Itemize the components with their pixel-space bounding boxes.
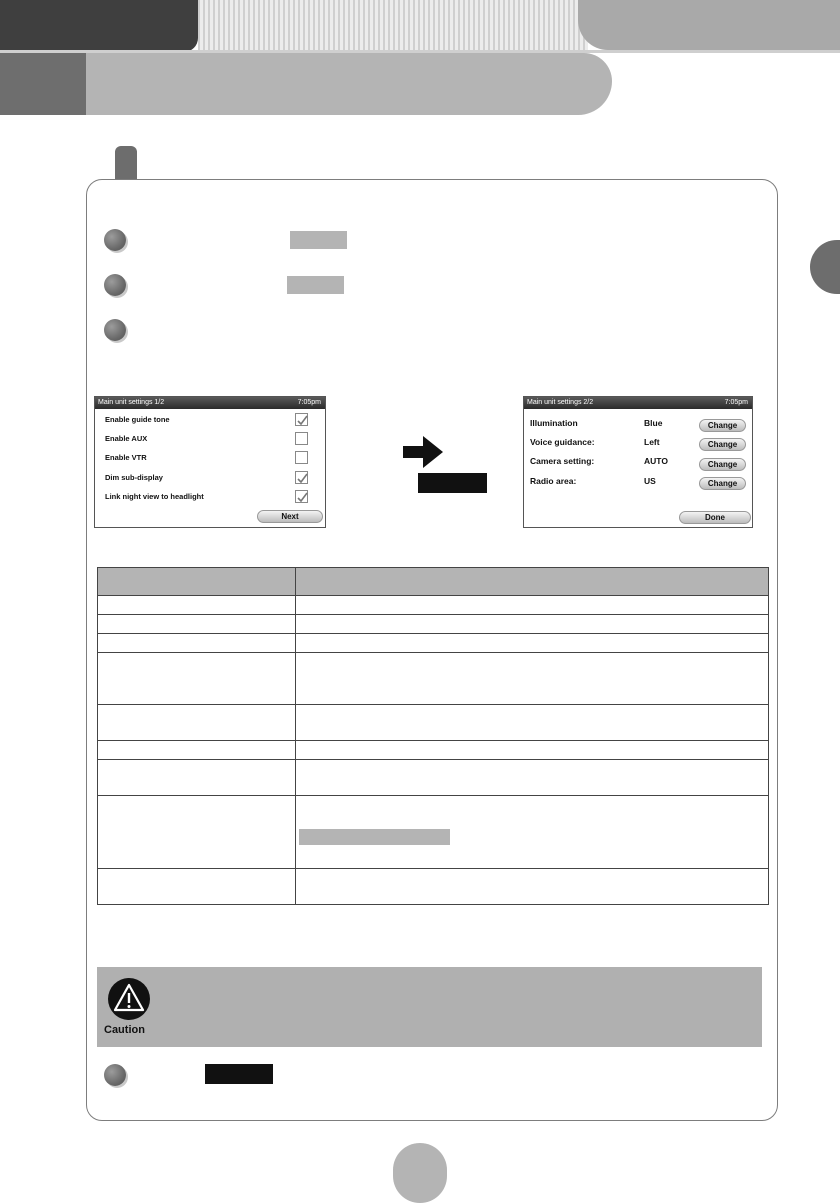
setting-value: Left	[644, 437, 660, 447]
header-dark-tab	[0, 0, 198, 52]
setting-label: Enable guide tone	[105, 415, 170, 424]
table-header-cell	[98, 568, 296, 596]
button-reference-chip	[290, 231, 347, 249]
screen-time: 7:05pm	[297, 399, 321, 406]
table-row	[98, 634, 769, 653]
table-row	[98, 869, 769, 905]
right-arrow-icon	[403, 436, 443, 468]
table-row	[98, 760, 769, 796]
checkbox-aux[interactable]	[295, 432, 308, 445]
step-bullet-4	[104, 1064, 126, 1086]
screen-title: Main unit settings 2/2	[527, 399, 594, 406]
table-row	[98, 705, 769, 741]
checkmark-icon	[296, 472, 309, 485]
checkmark-icon	[296, 414, 309, 427]
section-marker	[115, 146, 137, 180]
setting-label: Enable VTR	[105, 453, 147, 462]
checkmark-icon	[296, 491, 309, 504]
settings-screen-2	[523, 396, 753, 528]
table-header-row	[98, 568, 769, 596]
caution-box	[97, 967, 762, 1047]
table-row	[98, 796, 769, 869]
header-stripes	[198, 0, 588, 50]
change-voice-guidance-button[interactable]: Change	[699, 438, 746, 451]
settings-screen-1	[94, 396, 326, 528]
warning-triangle-icon	[107, 977, 151, 1021]
checkbox-night-view[interactable]	[295, 490, 308, 503]
setting-value: AUTO	[644, 456, 668, 466]
setting-label: Dim sub-display	[105, 473, 163, 482]
change-camera-setting-button[interactable]: Change	[699, 458, 746, 471]
step-bullet-2	[104, 274, 126, 296]
change-radio-area-button[interactable]: Change	[699, 477, 746, 490]
setting-value: US	[644, 476, 656, 486]
checkbox-vtr[interactable]	[295, 451, 308, 464]
next-button[interactable]: Next	[257, 510, 323, 523]
screen-title: Main unit settings 1/2	[98, 399, 165, 406]
chapter-band-marker	[0, 53, 86, 115]
settings-description-table	[97, 567, 769, 905]
setting-value: Blue	[644, 418, 663, 428]
done-button[interactable]: Done	[679, 511, 751, 524]
setting-label: Illumination	[530, 418, 578, 428]
button-reference-chip	[299, 829, 450, 845]
setting-label: Camera setting:	[530, 456, 595, 466]
button-reference-chip	[287, 276, 344, 294]
button-reference-chip-dark	[418, 473, 487, 493]
setting-label: Radio area:	[530, 476, 577, 486]
table-row	[98, 596, 769, 615]
table-row	[98, 615, 769, 634]
table-header-cell	[296, 568, 769, 596]
setting-label: Link night view to headlight	[105, 492, 204, 501]
button-reference-chip-dark	[205, 1064, 273, 1084]
screen-title-bar	[95, 397, 325, 409]
change-illumination-button[interactable]: Change	[699, 419, 746, 432]
setting-label: Voice guidance:	[530, 437, 595, 447]
table-row	[98, 741, 769, 760]
caution-label: Caution	[104, 1024, 145, 1036]
setting-label: Enable AUX	[105, 434, 148, 443]
chapter-title-band	[86, 53, 612, 115]
checkbox-guide-tone[interactable]	[295, 413, 308, 426]
page-number-tab	[393, 1143, 447, 1203]
header-right-tab	[578, 0, 840, 50]
step-bullet-1	[104, 229, 126, 251]
table-row	[98, 653, 769, 705]
screen-title-bar	[524, 397, 752, 409]
side-chapter-tab	[810, 240, 840, 294]
step-bullet-3	[104, 319, 126, 341]
checkbox-dim-sub-display[interactable]	[295, 471, 308, 484]
screen-time: 7:05pm	[724, 399, 748, 406]
